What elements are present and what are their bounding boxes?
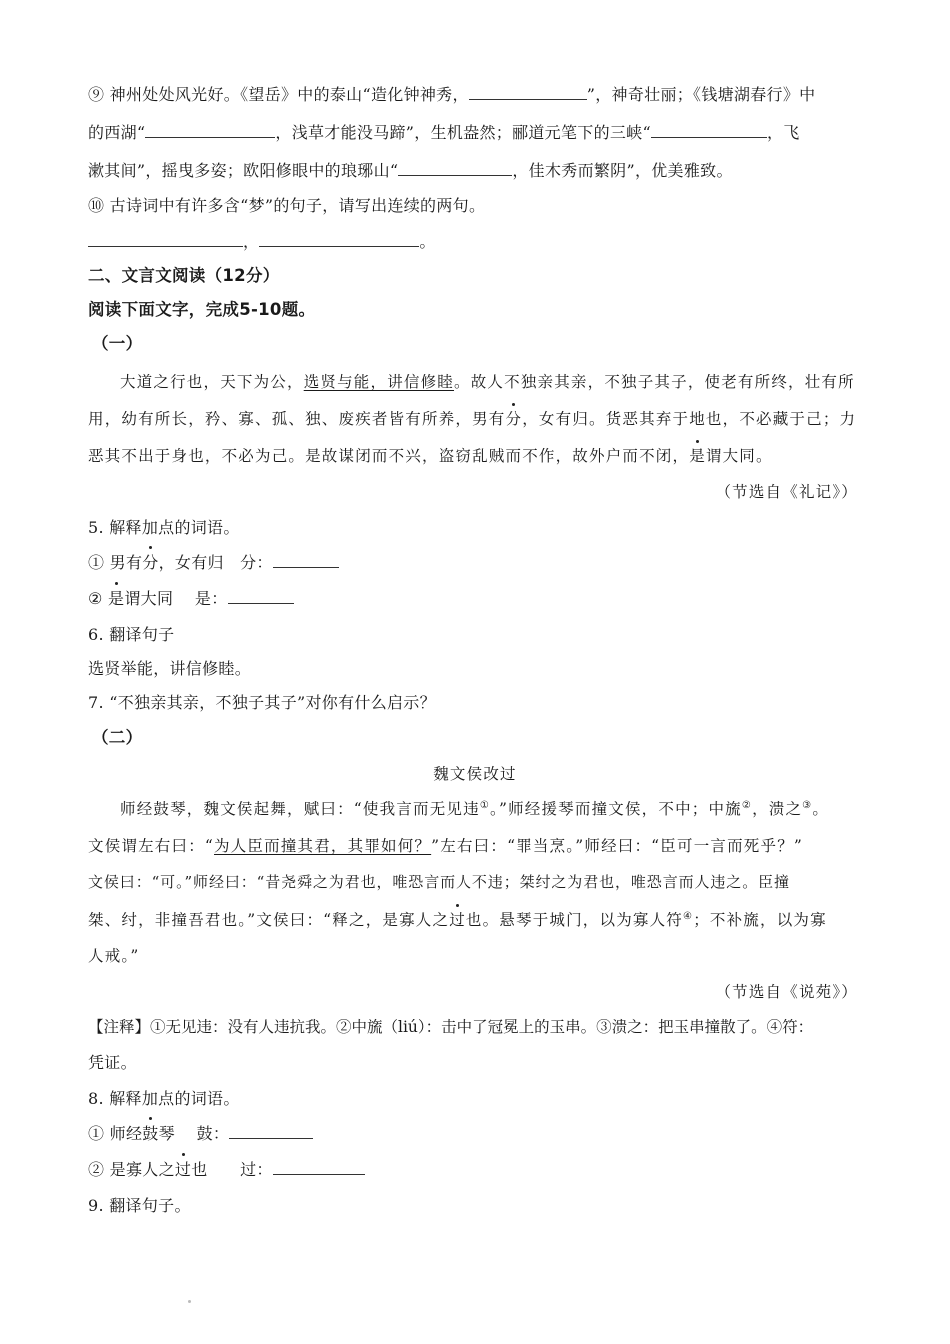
note-marker: ①: [479, 799, 490, 811]
passage-text: 大道之行也，天下为公，: [120, 373, 304, 391]
passage-2-line-2: [88, 834, 803, 856]
q9-line-3: [88, 158, 733, 181]
dotted-word: 分: [142, 550, 158, 573]
passage-text: 。”师经援琴而撞文侯，不中；中旒: [490, 800, 742, 818]
q8-stem: 8. 解释加点的词语。: [88, 1089, 240, 1108]
q10-answer-line: [88, 229, 436, 252]
q6-stem: 6. 翻译句子: [88, 625, 175, 644]
passage-text: 。故人不独亲其亲，不独子其子，使老有所终，壮有所: [454, 373, 855, 391]
item-text: 谓大同 是：: [124, 589, 228, 608]
q9-line-2: [88, 120, 800, 143]
item-text: 也 过：: [191, 1160, 273, 1179]
note-marker: ④: [683, 910, 694, 922]
answer-blank[interactable]: [228, 587, 294, 604]
answer-blank[interactable]: [88, 230, 243, 247]
page-speck: [188, 1300, 191, 1303]
q5-item-2: [88, 586, 294, 609]
notes-line-1: 【注释】①无见违：没有人违抗我。②中旒（liú）：击中了冠冕上的玉串。③溃之：把玉串撞散了。④符：: [88, 1018, 814, 1036]
answer-blank[interactable]: [273, 1158, 365, 1175]
answer-blank[interactable]: [398, 159, 512, 176]
notes-line-2: 凭证。: [88, 1053, 137, 1072]
dotted-word: 过: [449, 908, 466, 930]
q6-sentence: 选贤举能，讲信修睦。: [88, 659, 252, 678]
q9-text: 的西湖“: [88, 123, 146, 142]
passage-1-source: （节选自《礼记》）: [715, 483, 858, 501]
passage-2-label: （二）: [92, 728, 143, 747]
q9-text: ，浅草才能没马蹄”，生机盎然；郦道元笔下的三峡“: [275, 123, 651, 142]
passage-text: ，溃之: [752, 800, 803, 818]
section-instruction: 阅读下面文字，完成5-10题。: [88, 300, 316, 319]
q8-item-2: [88, 1157, 365, 1180]
passage-2-source: （节选自《说苑》）: [715, 983, 858, 1001]
underlined-sentence: 选贤与能，讲信修睦: [303, 373, 455, 391]
passage-2-line-5: 人戒。”: [88, 947, 140, 965]
passage-text: 桀、纣，非撞吾君也。”文侯曰：“释之，是寡人之: [88, 911, 450, 929]
passage-text: 谓大同。: [705, 447, 773, 465]
q8-item-1: [88, 1121, 313, 1144]
passage-2-line-3: 文侯曰：“可。”师经曰：“昔尧舜之为君也，唯恐言而人不违；桀纣之为君也，唯恐言而人违之。臣撞: [88, 873, 790, 891]
q9-text: ⑨ 神州处处风光好。《望岳》中的泰山“造化钟神秀，: [88, 85, 469, 104]
item-text: ① 师经: [88, 1124, 143, 1143]
q9-text: ，佳木秀而繁阴”，优美雅致。: [512, 161, 733, 180]
passage-text: ”左右曰：“罪当烹。”师经曰：“臣可一言而死乎？”: [431, 837, 804, 855]
passage-1-line-2: [88, 407, 856, 429]
dotted-word: 是: [108, 586, 124, 609]
q10-prompt: ⑩ 古诗词中有许多含“梦”的句子，请写出连续的两句。: [88, 196, 486, 215]
passage-1-line-1: [120, 370, 855, 392]
passage-2-line-4: [88, 908, 827, 930]
q9-text: ”，神奇壮丽；《钱塘湖春行》中: [586, 85, 816, 104]
passage-text: ，女有归。货恶其弃于地也，不必藏于己；力: [522, 410, 857, 428]
underlined-sentence: 为人臣而撞其君，其罪如何？: [214, 837, 432, 855]
passage-1-label: （一）: [92, 334, 143, 353]
period: 。: [419, 232, 436, 251]
answer-blank[interactable]: [651, 121, 767, 138]
answer-blank[interactable]: [259, 230, 419, 247]
passage-text: 用，幼有所长，矜、寡、孤、独、废疾者皆有所养，男有: [88, 410, 506, 428]
note-marker: ②: [741, 799, 753, 811]
dotted-word: 是: [689, 444, 706, 466]
item-text: ，女有归 分：: [158, 553, 273, 572]
section-heading: 二、文言文阅读（12分）: [88, 266, 280, 285]
passage-text: 师经鼓琴，魏文侯起舞，赋曰：“使我言而无见违: [120, 800, 480, 818]
passage-1-line-3: [88, 444, 773, 466]
q7-stem: 7. “不独亲其亲，不独子其子”对你有什么启示？: [88, 693, 436, 712]
dotted-word: 分: [506, 407, 523, 429]
q5-item-1: [88, 550, 339, 573]
answer-blank[interactable]: [273, 551, 339, 568]
note-marker: ③: [802, 799, 813, 811]
passage-2-title: 魏文侯改过: [433, 765, 517, 783]
passage-text: ；不补旒，以为寡: [693, 911, 827, 929]
item-text: ① 男有: [88, 553, 143, 572]
q5-stem: 5. 解释加点的词语。: [88, 518, 240, 537]
answer-blank[interactable]: [229, 1122, 313, 1139]
item-text: ②: [88, 589, 109, 608]
separator: ，: [243, 232, 260, 251]
answer-blank[interactable]: [469, 83, 587, 100]
item-text: ② 是寡人之: [88, 1160, 175, 1179]
q9-line-1: [88, 82, 815, 105]
q9-text: 漱其间”，摇曳多姿；欧阳修眼中的琅琊山“: [88, 161, 399, 180]
dotted-word: 过: [175, 1157, 191, 1180]
passage-text: 。: [812, 800, 830, 818]
passage-text: 也。悬琴于城门，以为寡人符: [465, 911, 684, 929]
q9-text: ，飞: [766, 123, 800, 142]
answer-blank[interactable]: [145, 121, 275, 138]
q9-translate-stem: 9. 翻译句子。: [88, 1196, 191, 1215]
passage-2-line-1: [120, 797, 829, 819]
item-text: 琴 鼓：: [158, 1124, 230, 1143]
passage-text: 文侯谓左右曰：“: [88, 837, 215, 855]
passage-text: 恶其不出于身也，不必为己。是故谋闭而不兴，盗窃乱贼而不作，故外户而不闭，: [88, 447, 690, 465]
dotted-word: 鼓: [142, 1121, 158, 1144]
